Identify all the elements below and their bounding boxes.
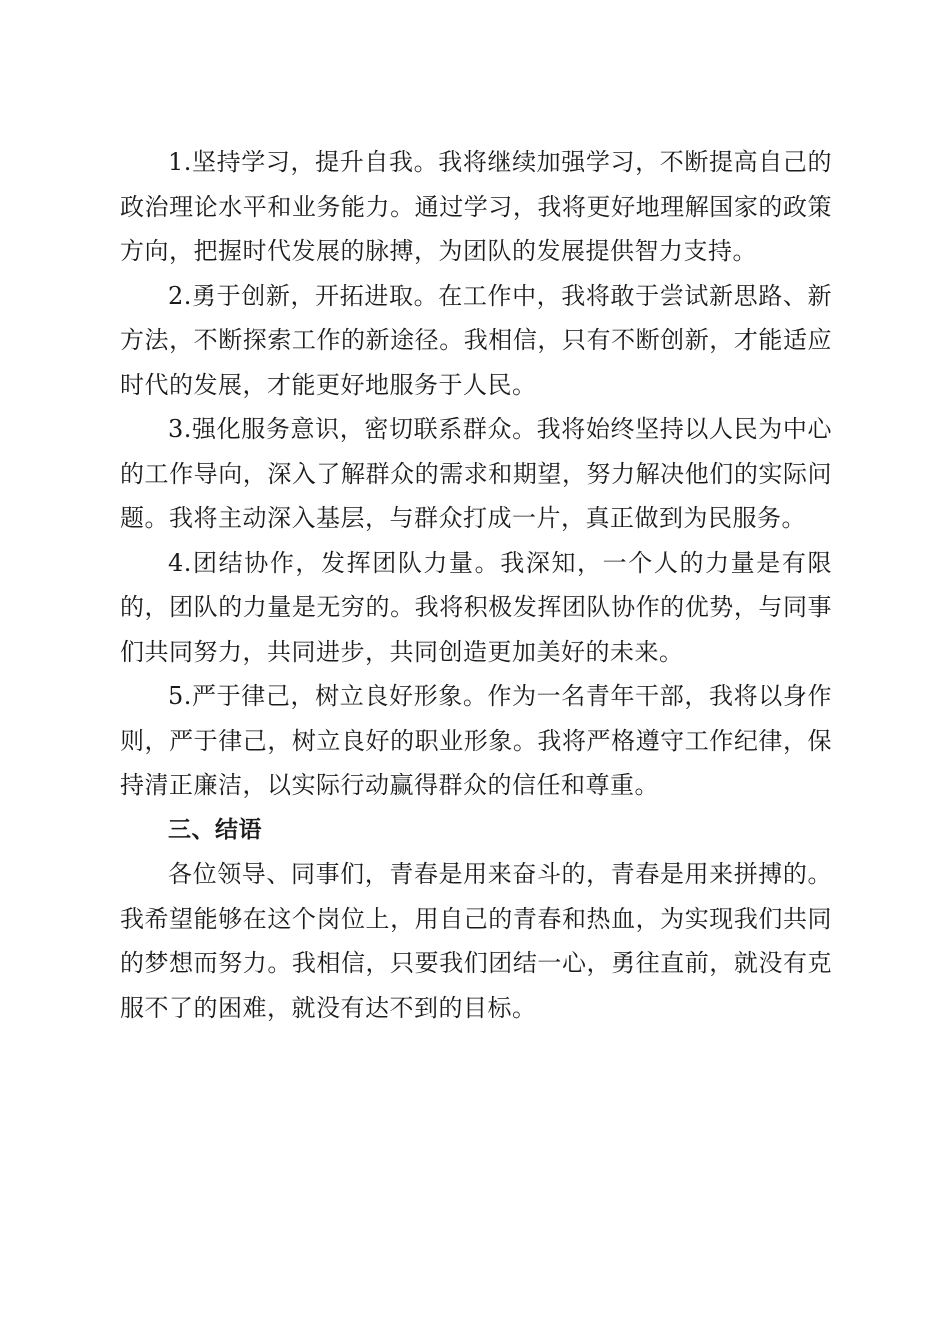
paragraph-service: 3.强化服务意识，密切联系群众。我将始终坚持以人民为中心的工作导向，深入了解群众的需求和期望，努力解决他们的实际问题。我将主动深入基层，与群众打成一片，真正做到为民服务。 [120,415,832,532]
paragraph-teamwork: 4.团结协作，发挥团队力量。我深知，一个人的力量是有限的，团队的力量是无穷的。我将积极发挥团队协作的优势，与同事们共同努力，共同进步，共同创造更加美好的未来。 [120,548,832,666]
paragraph-study: 1.坚持学习，提升自我。我将继续加强学习，不断提高自己的政治理论水平和业务能力。通过学习，我将更好地理解国家的政策方向，把握时代发展的脉搏，为团队的发展提供智力支持。 [120,148,832,265]
document-body [120,140,832,1030]
section-heading-conclusion: 三、结语 [168,816,262,843]
paragraph-discipline: 5.严于律己，树立良好形象。作为一名青年干部，我将以身作则，严于律己，树立良好的职业形象。我将严格遵守工作纪律，保持清正廉洁，以实际行动赢得群众的信任和尊重。 [120,682,832,799]
paragraph-conclusion: 各位领导、同事们，青春是用来奋斗的，青春是用来拼搏的。我希望能够在这个岗位上，用自己的青春和热血，为实现我们共同的梦想而努力。我相信，只要我们团结一心，勇往直前，就没有克服不了的困难，就没有达不到的目标。 [120,860,832,1022]
paragraph-innovation: 2.勇于创新，开拓进取。在工作中，我将敢于尝试新思路、新方法，不断探索工作的新途径。我相信，只有不断创新，才能适应时代的发展，才能更好地服务于人民。 [120,281,832,399]
